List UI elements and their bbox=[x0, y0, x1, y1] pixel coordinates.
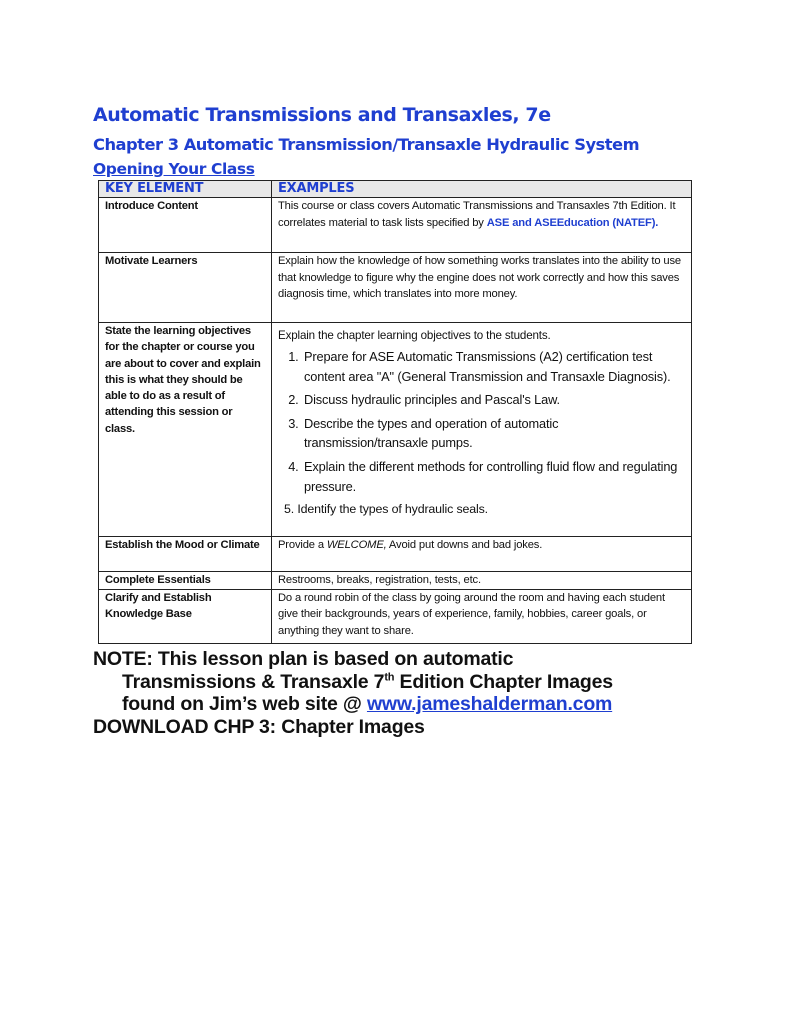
objectives-list bbox=[278, 347, 685, 520]
table-row bbox=[99, 572, 692, 590]
section-heading: Opening Your Class bbox=[93, 160, 255, 178]
row-key: Complete Essentials bbox=[99, 572, 272, 590]
row-key: Motivate Learners bbox=[99, 253, 272, 323]
lesson-plan-table bbox=[98, 180, 692, 644]
row-example bbox=[272, 537, 692, 572]
objective-item: 2. Discuss hydraulic principles and Pascal's Law. bbox=[302, 390, 685, 410]
ordinal-suffix: th bbox=[384, 671, 395, 683]
row-key: Introduce Content bbox=[99, 198, 272, 253]
welcome-emphasis: WELCOME, bbox=[326, 539, 387, 551]
note-line-3 bbox=[93, 693, 613, 716]
row-key: State the learning objectives for the chapter or course you are about to cover and explain this is what they should be able to do as a result of attending this session or class. bbox=[99, 323, 272, 537]
example-text: Avoid put downs and bad jokes. bbox=[386, 539, 543, 551]
row-key: Establish the Mood or Climate bbox=[99, 537, 272, 572]
objectives-intro: Explain the chapter learning objectives to the students. bbox=[278, 329, 551, 342]
row-example: Restrooms, breaks, registration, tests, etc. bbox=[272, 572, 692, 590]
example-text: Provide a bbox=[278, 539, 327, 551]
ase-natef-highlight: ASE and ASEEducation (NATEF). bbox=[486, 216, 659, 229]
document-title: Automatic Transmissions and Transaxles, 7e bbox=[93, 104, 551, 126]
website-link[interactable]: www.jameshalderman.com bbox=[366, 693, 613, 715]
download-line: DOWNLOAD CHP 3: Chapter Images bbox=[93, 715, 425, 738]
note-line-2 bbox=[93, 671, 613, 694]
row-example: Do a round robin of the class by going around the room and having each student give their backgrounds, years of experience, family, hobbies, career goals, or anything they want to share. bbox=[272, 589, 692, 643]
example-text: This course or class covers Automatic Transmissions and Transaxles 7th Edition. It correlates material to task lists specified by bbox=[278, 200, 676, 229]
objective-item: 5. Identify the types of hydraulic seals. bbox=[284, 502, 488, 517]
objective-item: 1. Prepare for ASE Automatic Transmissions (A2) certification test content area "A" (General Transmission and Transaxle Diagnosis). bbox=[302, 347, 685, 386]
objective-item: 3. Describe the types and operation of automatic transmission/transaxle pumps. bbox=[302, 414, 685, 453]
table-header-row bbox=[99, 181, 692, 198]
chapter-title: Chapter 3 Automatic Transmission/Transaxle Hydraulic System bbox=[93, 135, 640, 154]
table-row bbox=[99, 253, 692, 323]
table-row bbox=[99, 198, 692, 253]
row-example: Explain how the knowledge of how something works translates into the ability to use that knowledge to figure why the engine does not work correctly and how this saves diagnosis time, which translates into more money. bbox=[272, 253, 692, 323]
objective-item: 4. Explain the different methods for controlling fluid flow and regulating pressure. bbox=[302, 457, 685, 496]
note-text: found on Jim’s web site @ bbox=[122, 693, 367, 715]
lesson-note bbox=[93, 648, 613, 738]
row-example bbox=[272, 198, 692, 253]
row-key: Clarify and Establish Knowledge Base bbox=[99, 589, 272, 643]
table-row bbox=[99, 589, 692, 643]
header-key-element: KEY ELEMENT bbox=[99, 181, 272, 198]
note-text: Transmissions & Transaxle 7 bbox=[122, 670, 385, 693]
header-examples: EXAMPLES bbox=[272, 181, 692, 198]
row-example bbox=[272, 323, 692, 537]
note-text: Edition Chapter Images bbox=[394, 670, 613, 693]
table-row bbox=[99, 537, 692, 572]
note-line-1: NOTE: This lesson plan is based on automatic bbox=[93, 648, 514, 670]
table-row bbox=[99, 323, 692, 537]
